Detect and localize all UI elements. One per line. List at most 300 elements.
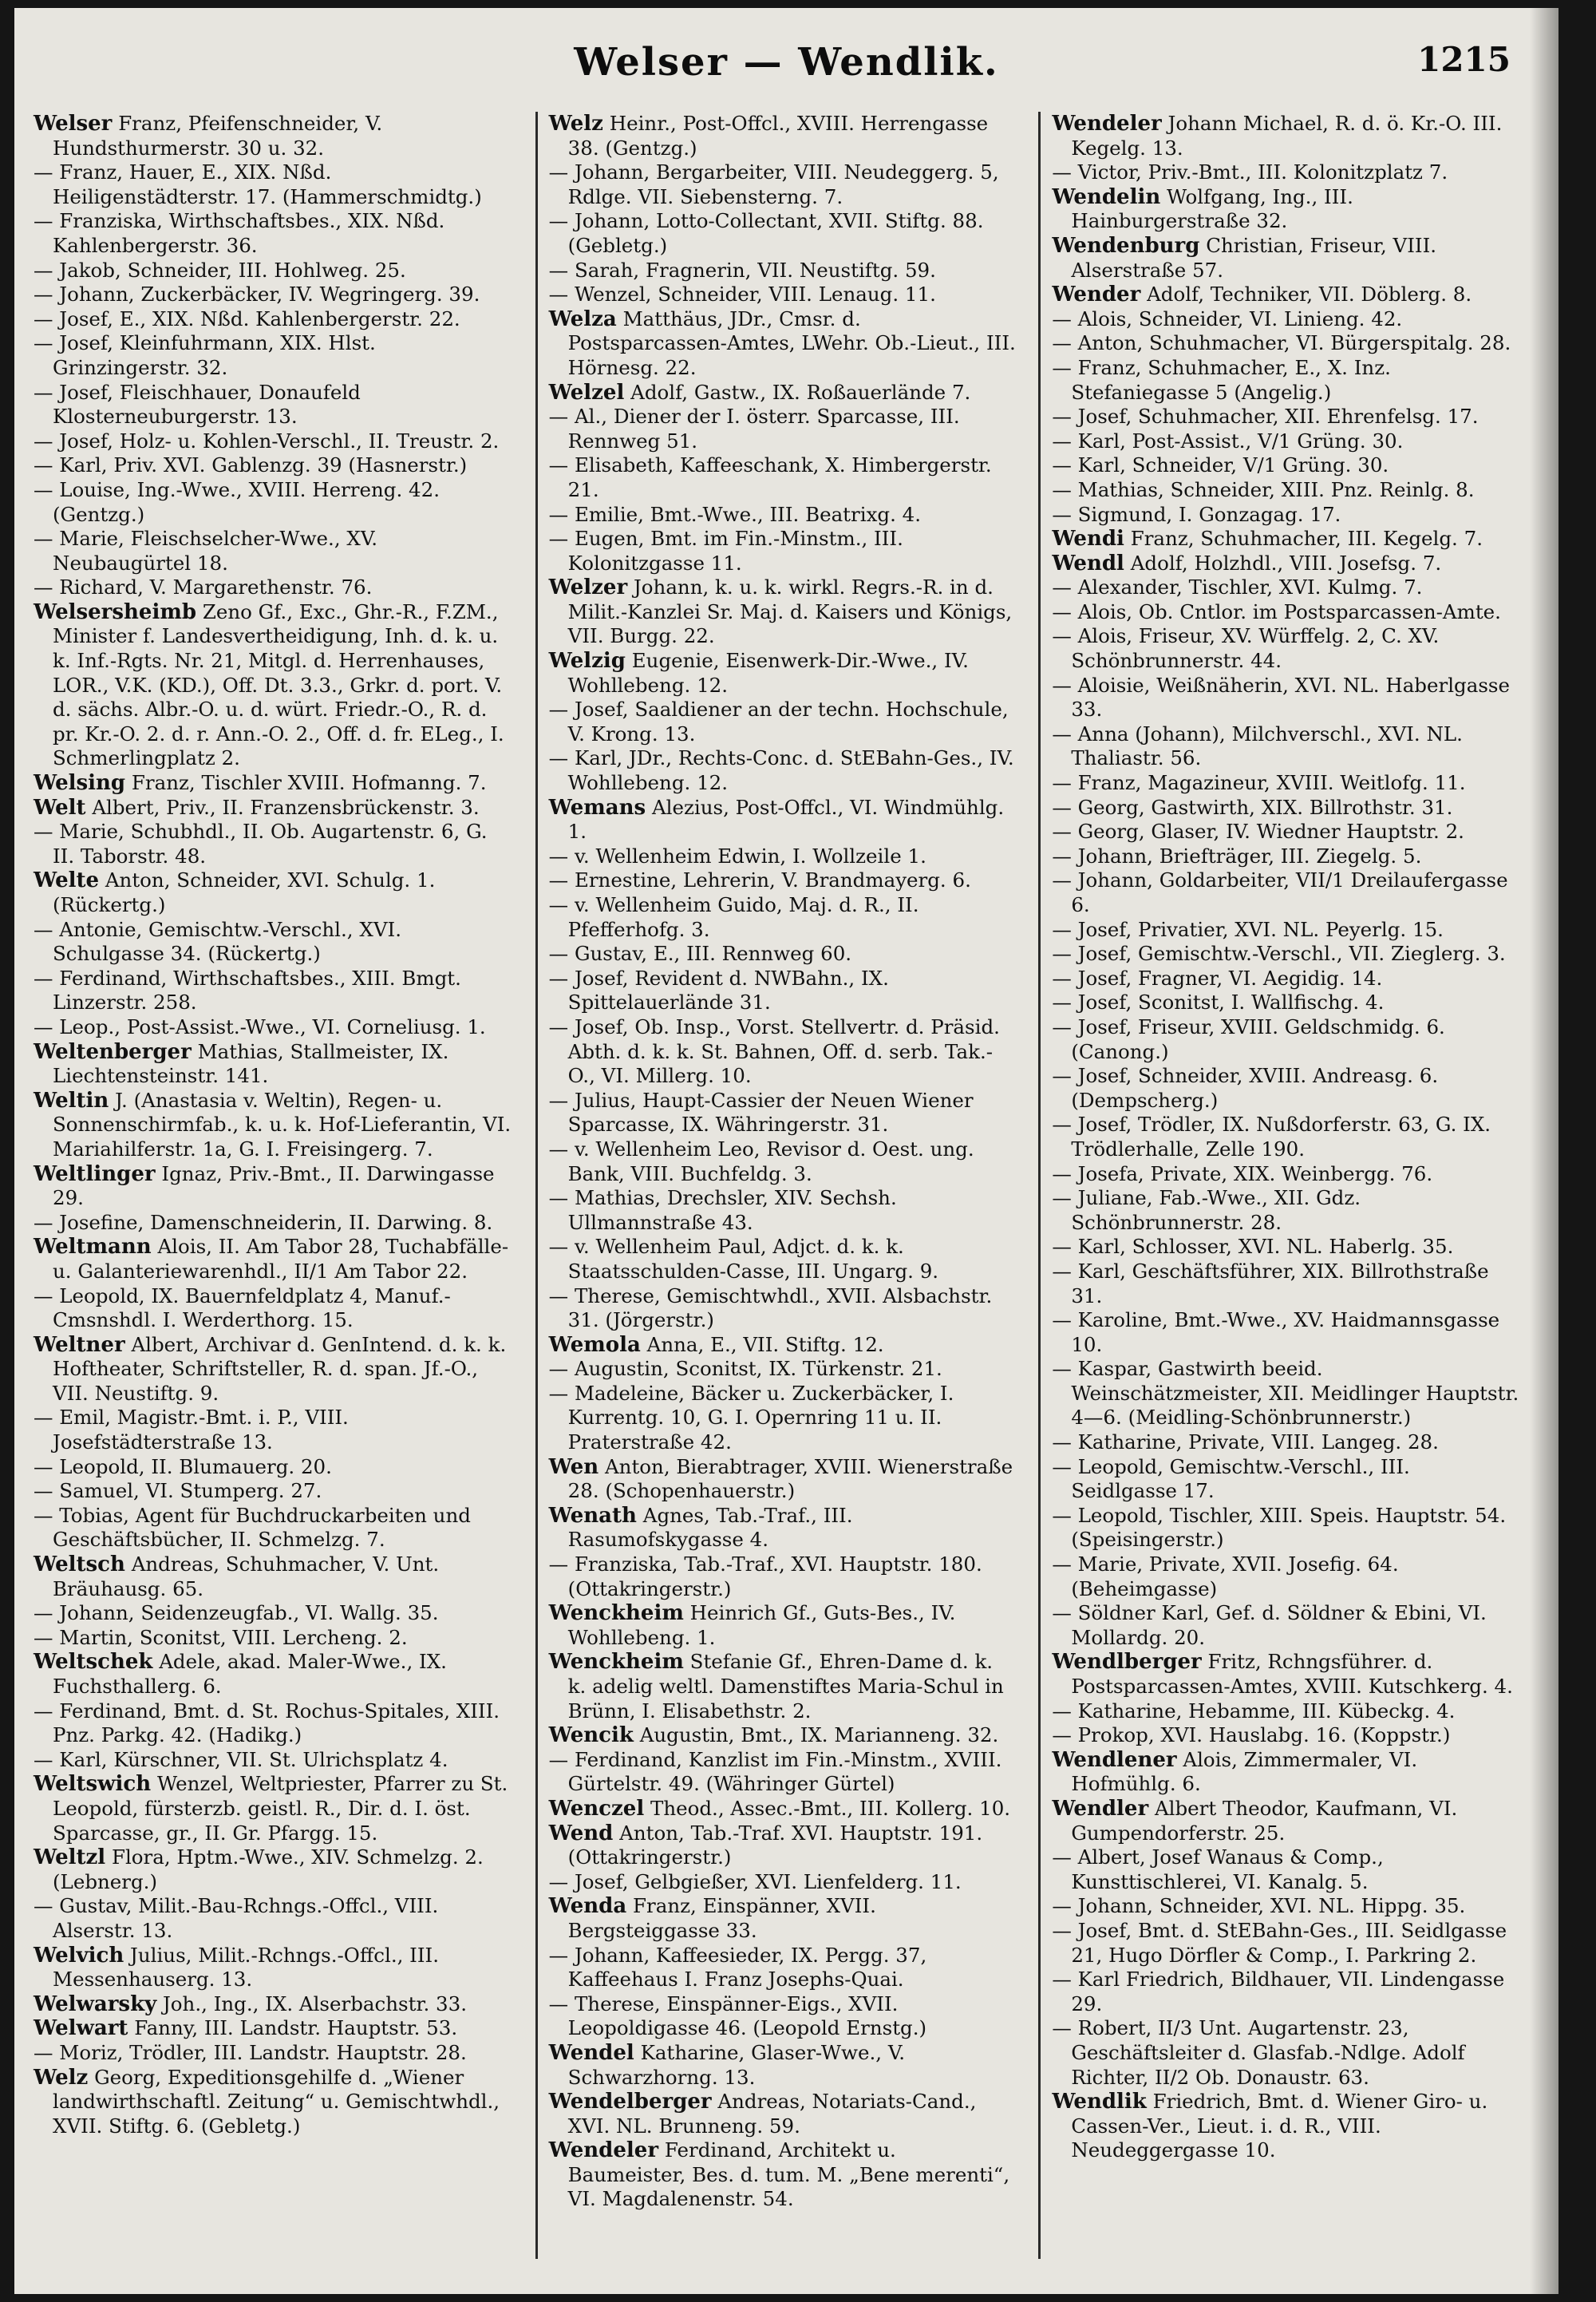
entry-details: Flora, Hptm.-Wwe., XIV. Schmelzg. 2. (Lebnerg.) — [53, 1845, 484, 1893]
directory-entry — [549, 1748, 1017, 1797]
directory-entry — [34, 1284, 513, 1333]
page-number: 1215 — [1417, 40, 1511, 79]
directory-entry — [34, 1040, 513, 1089]
directory-entry — [34, 2041, 513, 2066]
entry-details: Andreas, Notariats-Cand., XVI. NL. Brunneng. 59. — [567, 2090, 977, 2138]
directory-entry — [1052, 624, 1519, 673]
directory-entry — [549, 527, 1017, 576]
entry-details: — Karl, Post-Assist., V/1 Grüng. 30. — [1052, 429, 1404, 453]
entry-details: Franz, Einspänner, XVII. Bergsteiggasse 33. — [567, 1894, 876, 1942]
entry-details: Friedrich, Bmt. d. Wiener Giro- u. Cassen-Ver., Lieut. i. d. R., VIII. Neudeggergasse 10. — [1071, 2090, 1488, 2162]
entry-details: — Alois, Friseur, XV. Würffelg. 2, C. XV. Schönbrunnerstr. 44. — [1052, 624, 1440, 673]
page-header — [14, 40, 1558, 96]
entry-details: — v. Wellenheim Leo, Revisor d. Oest. ung. Bank, VIII. Buchfeldg. 3. — [548, 1137, 974, 1185]
entry-surname: Welwart — [34, 2016, 128, 2041]
entry-details: — Josef, Holz- u. Kohlen-Verschl., II. Treustr. 2. — [34, 429, 500, 453]
entry-details: — Robert, II/3 Unt. Augartenstr. 23, Geschäftsleiter d. Glasfab.-Ndlge. Adolf Richter, II/2 Ob. Donaustr. 63. — [1052, 2016, 1465, 2089]
entry-details: — Franziska, Tab.-Traf., XVI. Hauptstr. 180. (Ottakringerstr.) — [548, 1552, 982, 1600]
directory-entry — [549, 893, 1017, 942]
entry-details: Augustin, Bmt., IX. Marianneng. 32. — [639, 1723, 999, 1747]
entry-details: Georg, Expeditionsgehilfe d. „Wiener landwirthschaftl. Zeitung“ u. Gemischtwhdl., XVII. Stiftg. 6. (Gebletg.) — [53, 2065, 500, 2138]
directory-entry — [34, 868, 513, 917]
entry-surname: Welwarsky — [34, 1992, 157, 2016]
entry-surname: Wenckheim — [548, 1650, 684, 1675]
directory-entry — [34, 967, 513, 1015]
directory-entry — [34, 1944, 513, 1992]
directory-entry — [549, 1333, 1017, 1358]
entry-surname: Weltenberger — [34, 1039, 192, 1064]
entry-details: — Söldner Karl, Gef. d. Söldner & Ebini, VI. Mollardg. 20. — [1052, 1601, 1487, 1649]
entry-details: Anton, Schneider, XVI. Schulg. 1. (Rückertg.) — [53, 868, 436, 916]
entry-details: — Johann, Kaffeesieder, IX. Pergg. 37, Kaffeehaus I. Franz Josephs-Quai. — [548, 1943, 927, 1992]
entry-details: — v. Wellenheim Edwin, I. Wollzeile 1. — [548, 844, 926, 868]
directory-entry — [549, 1797, 1017, 1821]
entry-surname: Wender — [1052, 283, 1141, 307]
directory-entry — [549, 1870, 1017, 1895]
entry-details: — Georg, Gastwirth, XIX. Billrothstr. 31. — [1052, 795, 1453, 819]
directory-entry — [1052, 771, 1519, 796]
entry-surname: Wendeler — [548, 2138, 659, 2163]
directory-entry — [549, 1455, 1017, 1504]
entry-details: Katharine, Glaser-Wwe., V. Schwarzhorng. 13. — [567, 2040, 906, 2089]
directory-entry — [549, 1137, 1017, 1186]
entry-details: — Emilie, Bmt.-Wwe., III. Beatrixg. 4. — [548, 502, 922, 526]
directory-entry — [34, 576, 513, 600]
entry-details: — Therese, Einspänner-Eigs., XVII. Leopoldigasse 46. (Leopold Ernstg.) — [548, 1992, 927, 2040]
directory-entry — [1052, 820, 1519, 844]
entry-details: — Marie, Private, XVII. Josefig. 64. (Beheimgasse) — [1052, 1552, 1399, 1600]
entry-surname: Welt — [34, 795, 86, 820]
entry-details: — Marie, Schubhdl., II. Ob. Augartenstr. 6, G. II. Taborstr. 48. — [34, 820, 488, 868]
entry-surname: Wendi — [1052, 527, 1124, 552]
entry-surname: Weltmann — [34, 1235, 152, 1260]
entry-details: Wolfgang, Ing., III. Hainburgerstraße 32. — [1071, 184, 1353, 233]
entry-details: Zeno Gf., Exc., Ghr.-R., F.ZM., Minister f. Landesvertheidigung, Inh. d. k. u. k. Inf.-Rgts. Nr. 21, Mitgl. d. Herrenhauses, LOR., V.K. (KD.), Off. Dt. 3.3., Grkr. d. port. V. d. sächs. Albr.-O. u. d. würt. Friedr.-O., R. d. pr. Kr.-O. 2. d. r. Ann.-O. 2., Off. d. fr. ELeg., I. Schmerlingplatz 2. — [53, 599, 504, 770]
directory-entry — [1052, 600, 1519, 625]
entry-details: Stefanie Gf., Ehren-Dame d. k. k. adelig weltl. Damenstiftes Maria-Schul in Brünn, I. Elisabethstr. 2. — [567, 1650, 1004, 1723]
directory-entry — [549, 1235, 1017, 1284]
directory-entry — [549, 1284, 1017, 1333]
entry-details: — Wenzel, Schneider, VIII. Lenaug. 11. — [548, 283, 936, 307]
entry-details: — Sigmund, I. Gonzagag. 17. — [1052, 502, 1341, 526]
directory-entry — [34, 1406, 513, 1454]
directory-entry — [1052, 1699, 1519, 1724]
entry-details: Albert, Archivar d. GenIntend. d. k. k. Hoftheater, Schriftsteller, R. d. span. Jf.-O., VII. Neustiftg. 9. — [53, 1332, 507, 1405]
directory-entry — [549, 381, 1017, 405]
directory-entry — [1052, 234, 1519, 283]
directory-entry — [549, 2041, 1017, 2090]
directory-entry — [34, 1650, 513, 1699]
entry-details: — Karl, JDr., Rechts-Conc. d. StEBahn-Ges., IV. Wohllebeng. 12. — [548, 746, 1014, 795]
entry-details: Mathias, Stallmeister, IX. Liechtensteinstr. 141. — [53, 1039, 449, 1088]
entry-surname: Wendenburg — [1052, 233, 1200, 258]
directory-entry — [34, 1504, 513, 1552]
directory-entry — [34, 453, 513, 478]
directory-entry — [34, 381, 513, 429]
entry-details: — Samuel, VI. Stumperg. 27. — [34, 1479, 322, 1503]
entry-details: — Johann, Goldarbeiter, VII/1 Dreilaufergasse 6. — [1052, 868, 1508, 916]
directory-entry — [1052, 1113, 1519, 1161]
entry-details: Julius, Milit.-Rchngs.-Offcl., III. Messenhauserg. 13. — [53, 1943, 440, 1992]
directory-entry — [1052, 576, 1519, 600]
entry-details: — Mathias, Drechsler, XIV. Sechsh. Ullmannstraße 43. — [548, 1186, 897, 1234]
directory-entry — [549, 112, 1017, 160]
directory-entry — [549, 503, 1017, 528]
directory-entry — [1052, 1748, 1519, 1797]
entry-details: Adolf, Holzhdl., VIII. Josefsg. 7. — [1130, 551, 1442, 575]
entry-details: — Albert, Josef Wanaus & Comp., Kunsttischlerei, VI. Kanalg. 5. — [1052, 1845, 1384, 1893]
directory-entry — [549, 453, 1017, 502]
entry-details: Anton, Tab.-Traf. XVI. Hauptstr. 191. (Ottakringerstr.) — [567, 1821, 983, 1869]
entry-details: — Leopold, II. Blumauerg. 20. — [34, 1454, 332, 1478]
directory-entry — [34, 429, 513, 454]
entry-details: — Josef, Bmt. d. StEBahn-Ges., III. Seidlgasse 21, Hugo Dörfler & Comp., I. Parkring 2. — [1052, 1918, 1507, 1967]
entry-details: — Alois, Ob. Cntlor. im Postsparcassen-Amte. — [1052, 599, 1501, 623]
entry-details: — Josef, Ob. Insp., Vorst. Stellvertr. d. Präsid. Abth. d. k. k. St. Bahnen, Off. d. serb. Tak.-O., VI. Millerg. 10. — [548, 1015, 1000, 1088]
entry-details: — Gustav, Milit.-Bau-Rchngs.-Offcl., VIII. Alserstr. 13. — [34, 1894, 439, 1942]
directory-entry — [1052, 112, 1519, 160]
directory-entry — [1052, 1308, 1519, 1357]
directory-entry — [34, 1699, 513, 1748]
column-2 — [535, 112, 1021, 2259]
entry-surname: Weltschek — [34, 1650, 153, 1675]
entry-details: — Josef, Saaldiener an der techn. Hochschule, V. Krong. 13. — [548, 698, 1009, 746]
directory-entry — [549, 405, 1017, 453]
directory-entry — [549, 1894, 1017, 1943]
directory-entry — [34, 259, 513, 283]
directory-entry — [34, 112, 513, 160]
directory-entry — [34, 1772, 513, 1845]
entry-details: — Karl, Schlosser, XVI. NL. Haberlg. 35. — [1052, 1235, 1454, 1259]
directory-entry — [549, 796, 1017, 844]
directory-entry — [1052, 503, 1519, 528]
entry-details: — Franz, Schuhmacher, E., X. Inz. Stefaniegasse 5 (Angelig.) — [1052, 355, 1391, 404]
entry-details: — Katharine, Hebamme, III. Kübeckg. 4. — [1052, 1699, 1456, 1723]
entry-details: — Johann, Zuckerbäcker, IV. Wegringerg. 39. — [34, 283, 480, 307]
entry-details: — v. Wellenheim Paul, Adjct. d. k. k. Staatsschulden-Casse, III. Ungarg. 9. — [548, 1235, 939, 1283]
entry-details: — Georg, Glaser, IV. Wiedner Hauptstr. 2. — [1052, 820, 1464, 844]
entry-details: — Josef, Schneider, XVIII. Andreasg. 6. (Dempscherg.) — [1052, 1064, 1439, 1112]
entry-details: Anton, Bierabtrager, XVIII. Wienerstraße 28. (Schopenhauerstr.) — [567, 1454, 1013, 1503]
directory-entry — [1052, 844, 1519, 869]
entry-surname: Wemans — [548, 795, 646, 820]
entry-details: — Emil, Magistr.-Bmt. i. P., VIII. Josefstädterstraße 13. — [34, 1406, 349, 1454]
directory-entry — [34, 1552, 513, 1601]
directory-entry — [1052, 674, 1519, 722]
entry-surname: Wend — [548, 1821, 614, 1845]
entry-surname: Welser — [34, 112, 113, 136]
directory-entry — [1052, 722, 1519, 771]
directory-entry — [549, 746, 1017, 795]
entry-details: — Josef, Fleischhauer, Donaufeld Klosterneuburgerstr. 13. — [34, 380, 361, 429]
directory-entry — [1052, 453, 1519, 478]
directory-entry — [34, 2066, 513, 2139]
entry-details: Ignaz, Priv.-Bmt., II. Darwingasse 29. — [53, 1161, 495, 1210]
entry-details: — Josefa, Private, XIX. Weinbergg. 76. — [1052, 1161, 1433, 1185]
entry-details: — Josef, Kleinfuhrmann, XIX. Hlst. Grinzingerstr. 32. — [34, 331, 376, 379]
entry-details: — Alexander, Tischler, XVI. Kulmg. 7. — [1052, 576, 1423, 599]
entry-details: Heinrich Gf., Guts-Bes., IV. Wohllebeng. 1. — [567, 1601, 956, 1649]
directory-columns — [32, 112, 1524, 2259]
entry-surname: Wendel — [548, 2040, 634, 2065]
entry-details: Theod., Assec.-Bmt., III. Kollerg. 10. — [650, 1796, 1011, 1820]
entry-details: — Karoline, Bmt.-Wwe., XV. Haidmannsgasse 10. — [1052, 1308, 1500, 1356]
directory-entry — [34, 1894, 513, 1943]
directory-entry — [1052, 1552, 1519, 1601]
directory-entry — [34, 1601, 513, 1626]
entry-details: Agnes, Tab.-Traf., III. Rasumofskygasse 4. — [567, 1503, 853, 1552]
entry-details: — Karl, Geschäftsführer, XIX. Billrothstraße 31. — [1052, 1259, 1489, 1307]
entry-details: — Alois, Schneider, VI. Linieng. 42. — [1052, 307, 1403, 330]
directory-entry — [549, 160, 1017, 209]
entry-details: — Karl Friedrich, Bildhauer, VII. Lindengasse 29. — [1052, 1968, 1505, 2015]
directory-entry — [34, 1992, 513, 2017]
directory-entry — [34, 600, 513, 771]
directory-entry — [1052, 1968, 1519, 2016]
entry-details: Andreas, Schuhmacher, V. Unt. Bräuhausg. 65. — [53, 1552, 440, 1600]
entry-details: Fanny, III. Landstr. Hauptstr. 53. — [134, 2016, 458, 2040]
directory-entry — [34, 1845, 513, 1894]
entry-details: — Ferdinand, Wirthschaftsbes., XIII. Bmgt. Linzerstr. 258. — [34, 966, 461, 1015]
column-1 — [32, 112, 518, 2259]
entry-surname: Welza — [548, 307, 617, 331]
entry-details: Matthäus, JDr., Cmsr. d. Postsparcassen-Amtes, LWehr. Ob.-Lieut., III. Hörnesg. 22. — [567, 307, 1016, 379]
directory-entry — [1052, 1260, 1519, 1308]
entry-surname: Weltsch — [34, 1552, 125, 1577]
entry-details: Adolf, Gastw., IX. Roßauerlände 7. — [630, 380, 971, 404]
directory-entry — [1052, 1235, 1519, 1260]
directory-entry — [34, 1015, 513, 1040]
directory-entry — [549, 209, 1017, 258]
entry-details: — Anna (Johann), Milchverschl., XVI. NL. Thaliastr. 56. — [1052, 722, 1463, 770]
entry-surname: Wendlener — [1052, 1747, 1177, 1772]
directory-entry — [549, 1821, 1017, 1870]
entry-details: Fritz, Rchngsführer. d. Postsparcassen-Amtes, XVIII. Kutschkerg. 4. — [1071, 1650, 1513, 1698]
entry-details: — Anton, Schuhmacher, VI. Bürgerspitalg. 28. — [1052, 331, 1511, 355]
directory-entry — [549, 844, 1017, 869]
entry-details: Albert, Priv., II. Franzensbrückenstr. 3. — [92, 795, 480, 819]
entry-details: — Augustin, Sconitst, IX. Türkenstr. 21. — [548, 1357, 942, 1381]
entry-details: Anna, E., VII. Stiftg. 12. — [646, 1332, 884, 1356]
directory-entry — [549, 1382, 1017, 1455]
directory-entry — [34, 918, 513, 967]
entry-details: Heinr., Post-Offcl., XVIII. Herrengasse 38. (Gentzg.) — [567, 112, 989, 160]
entry-details: Alois, II. Am Tabor 28, Tuchabfälle- u. Galanteriewarenhdl., II/1 Am Tabor 22. — [53, 1235, 509, 1283]
directory-entry — [1052, 1064, 1519, 1113]
entry-details: Johann Michael, R. d. ö. Kr.-O. III. Kegelg. 13. — [1071, 112, 1503, 160]
entry-details: — Ferdinand, Bmt. d. St. Rochus-Spitales, XIII. Pnz. Parkg. 42. (Hadikg.) — [34, 1699, 500, 1747]
entry-surname: Welsing — [34, 771, 126, 796]
directory-entry — [549, 967, 1017, 1015]
entry-details: Christian, Friseur, VIII. Alserstraße 57. — [1071, 233, 1437, 282]
entry-surname: Welte — [34, 868, 100, 893]
directory-entry — [34, 1211, 513, 1236]
entry-surname: Wenckheim — [548, 1601, 684, 1626]
directory-entry — [34, 771, 513, 796]
entry-surname: Welzer — [548, 576, 628, 600]
directory-entry — [34, 160, 513, 209]
entry-details: — Richard, V. Margarethenstr. 76. — [34, 576, 373, 599]
entry-surname: Wendlberger — [1052, 1650, 1202, 1675]
directory-entry — [34, 1235, 513, 1284]
entry-details: Alois, Zimmermaler, VI. Hofmühlg. 6. — [1071, 1747, 1418, 1796]
entry-details: Franz, Pfeifenschneider, V. Hundsthurmerstr. 30 u. 32. — [53, 112, 383, 160]
directory-entry — [1052, 1430, 1519, 1455]
entry-surname: Welzel — [548, 380, 625, 405]
directory-entry — [549, 259, 1017, 283]
directory-entry — [549, 2090, 1017, 2138]
entry-surname: Weltzl — [34, 1845, 106, 1870]
directory-entry — [34, 478, 513, 527]
directory-entry — [34, 1089, 513, 1162]
directory-entry — [549, 1944, 1017, 1992]
directory-entry — [34, 796, 513, 821]
directory-entry — [34, 1455, 513, 1480]
directory-entry — [34, 1479, 513, 1504]
entry-details: — Ferdinand, Kanzlist im Fin.-Minstm., XVIII. Gürtelstr. 49. (Währinger Gürtel) — [548, 1747, 1002, 1796]
directory-entry — [34, 820, 513, 868]
directory-entry — [1052, 283, 1519, 307]
entry-details: — Franz, Hauer, E., XIX. Nßd. Heiligenstädterstr. 17. (Hammerschmidtg.) — [34, 160, 482, 208]
entry-details: Franz, Schuhmacher, III. Kegelg. 7. — [1130, 527, 1483, 551]
directory-entry — [34, 1333, 513, 1406]
directory-entry — [549, 1723, 1017, 1748]
directory-entry — [549, 2138, 1017, 2212]
entry-details: Ferdinand, Architekt u. Baumeister, Bes. d. tum. M. „Bene merenti“, VI. Magdalenenstr. 54. — [567, 2138, 1010, 2211]
entry-details: — Victor, Priv.-Bmt., III. Kolonitzplatz 7. — [1052, 160, 1448, 184]
entry-details: — Moriz, Trödler, III. Landstr. Hauptstr. 28. — [34, 2040, 467, 2064]
entry-surname: Wenda — [548, 1894, 627, 1919]
directory-page — [14, 8, 1558, 2294]
directory-entry — [1052, 1162, 1519, 1187]
entry-surname: Wendelin — [1052, 184, 1161, 209]
entry-details: Franz, Tischler XVIII. Hofmanng. 7. — [131, 771, 487, 795]
directory-entry — [1052, 356, 1519, 405]
directory-entry — [1052, 527, 1519, 552]
directory-entry — [549, 1186, 1017, 1235]
directory-entry — [34, 1162, 513, 1211]
entry-surname: Welz — [548, 112, 603, 136]
entry-details: Eugenie, Eisenwerk-Dir.-Wwe., IV. Wohllebeng. 12. — [567, 649, 969, 697]
entry-details: — Johann, Lotto-Collectant, XVII. Stiftg. 88. (Gebletg.) — [548, 209, 984, 257]
directory-entry — [1052, 1650, 1519, 1699]
directory-entry — [34, 527, 513, 576]
directory-entry — [549, 576, 1017, 649]
directory-entry — [1052, 1601, 1519, 1650]
entry-surname: Weltlinger — [34, 1161, 156, 1186]
directory-entry — [1052, 2016, 1519, 2090]
directory-entry — [34, 331, 513, 380]
directory-entry — [549, 1992, 1017, 2041]
entry-surname: Wenath — [548, 1503, 637, 1528]
entry-surname: Welzig — [548, 649, 626, 674]
entry-details: — Josef, Gemischtw.-Verschl., VII. Zieglerg. 3. — [1052, 942, 1506, 966]
directory-entry — [549, 1504, 1017, 1552]
entry-surname: Weltin — [34, 1088, 109, 1113]
entry-details: — Josef, Schuhmacher, XII. Ehrenfelsg. 17. — [1052, 405, 1479, 429]
entry-details: — Josef, Revident d. NWBahn., IX. Spittelauerlände 31. — [548, 966, 889, 1015]
entry-surname: Weltner — [34, 1332, 125, 1357]
directory-entry — [1052, 918, 1519, 943]
directory-entry — [549, 649, 1017, 698]
directory-entry — [549, 868, 1017, 893]
column-3 — [1038, 112, 1524, 2259]
entry-details: — Josef, Gelbgießer, XVI. Lienfelderg. 11. — [548, 1869, 962, 1893]
directory-entry — [549, 1357, 1017, 1382]
entry-details: — Gustav, E., III. Rennweg 60. — [548, 942, 852, 966]
directory-entry — [549, 942, 1017, 967]
entry-details: — Johann, Schneider, XVI. NL. Hippg. 35. — [1052, 1894, 1466, 1918]
directory-entry — [1052, 1919, 1519, 1968]
entry-details: — Leopold, Tischler, XIII. Speis. Hauptstr. 54. (Speisingerstr.) — [1052, 1503, 1507, 1552]
entry-details: — Leopold, Gemischtw.-Verschl., III. Seidlgasse 17. — [1052, 1454, 1410, 1503]
directory-entry — [1052, 868, 1519, 917]
directory-entry — [1052, 1455, 1519, 1504]
directory-entry — [1052, 1845, 1519, 1894]
entry-details: — Karl, Kürschner, VII. St. Ulrichsplatz 4. — [34, 1747, 448, 1771]
directory-entry — [34, 209, 513, 258]
entry-surname: Wencik — [548, 1723, 634, 1748]
directory-entry — [1052, 1894, 1519, 1919]
entry-details: — v. Wellenheim Guido, Maj. d. R., II. Pfefferhofg. 3. — [548, 893, 919, 941]
entry-details: — Kaspar, Gastwirth beeid. Weinschätzmeister, XII. Meidlinger Hauptstr. 4—6. (Meidling-Schönbrunnerstr.) — [1052, 1357, 1519, 1430]
entry-details: Albert Theodor, Kaufmann, VI. Gumpendorferstr. 25. — [1071, 1796, 1458, 1845]
entry-details: — Prokop, XVI. Hauslabg. 16. (Koppstr.) — [1052, 1723, 1451, 1747]
directory-entry — [34, 307, 513, 332]
entry-details: J. (Anastasia v. Weltin), Regen- u. Sonnenschirmfab., k. u. k. Hof-Lieferantin, VI. Mariahilferstr. 1a, G. I. Freisingerg. 7. — [53, 1088, 512, 1161]
directory-entry — [1052, 160, 1519, 185]
directory-entry — [549, 283, 1017, 307]
entry-details: Wenzel, Weltpriester, Pfarrer zu St. Leopold, fürsterzb. geistl. R., Dir. d. I. öst. Sparcasse, gr., II. Gr. Pfargg. 15. — [53, 1772, 508, 1845]
directory-entry — [1052, 429, 1519, 454]
directory-entry — [1052, 1723, 1519, 1748]
entry-surname: Wenczel — [548, 1796, 645, 1821]
entry-details: Adele, akad. Maler-Wwe., IX. Fuchsthallerg. 6. — [53, 1650, 447, 1698]
entry-details: — Antonie, Gemischtw.-Verschl., XVI. Schulgasse 34. (Rückertg.) — [34, 917, 401, 966]
directory-entry — [1052, 185, 1519, 234]
entry-surname: Welsersheimb — [34, 599, 197, 624]
directory-entry — [1052, 1357, 1519, 1430]
directory-entry — [1052, 1015, 1519, 1064]
entry-details: — Martin, Sconitst, VIII. Lercheng. 2. — [34, 1625, 408, 1649]
directory-entry — [1052, 478, 1519, 503]
entry-details: — Ernestine, Lehrerin, V. Brandmayerg. 6. — [548, 868, 971, 892]
directory-entry — [549, 1015, 1017, 1089]
entry-surname: Wen — [548, 1454, 599, 1479]
entry-surname: Welz — [34, 2065, 89, 2090]
entry-details: — Tobias, Agent für Buchdruckarbeiten und Geschäftsbücher, II. Schmelzg. 7. — [34, 1503, 471, 1552]
entry-details: — Louise, Ing.-Wwe., XVIII. Herreng. 42. (Gentzg.) — [34, 477, 440, 526]
directory-entry — [34, 1748, 513, 1773]
entry-details: — Al., Diener der I. österr. Sparcasse, III. Rennweg 51. — [548, 405, 960, 453]
directory-entry — [1052, 405, 1519, 429]
running-title: Welser — Wendlik. — [574, 40, 999, 85]
entry-details: — Josef, Sconitst, I. Wallfischg. 4. — [1052, 991, 1385, 1015]
entry-details: — Karl, Priv. XVI. Gablenzg. 39 (Hasnerstr.) — [34, 453, 468, 477]
directory-entry — [1052, 1797, 1519, 1845]
directory-entry — [549, 698, 1017, 746]
entry-details: — Josef, Fragner, VI. Aegidig. 14. — [1052, 966, 1383, 990]
entry-surname: Wendeler — [1052, 112, 1162, 136]
directory-entry — [34, 1626, 513, 1651]
directory-entry — [549, 1089, 1017, 1137]
directory-entry — [1052, 1186, 1519, 1235]
entry-details: Joh., Ing., IX. Alserbachstr. 33. — [162, 1992, 467, 2015]
entry-details: — Katharine, Private, VIII. Langeg. 28. — [1052, 1430, 1439, 1454]
directory-entry — [1052, 2090, 1519, 2163]
entry-details: — Julius, Haupt-Cassier der Neuen Wiener Sparcasse, IX. Währingerstr. 31. — [548, 1088, 974, 1137]
entry-details: — Josef, Privatier, XVI. NL. Peyerlg. 15. — [1052, 917, 1444, 941]
